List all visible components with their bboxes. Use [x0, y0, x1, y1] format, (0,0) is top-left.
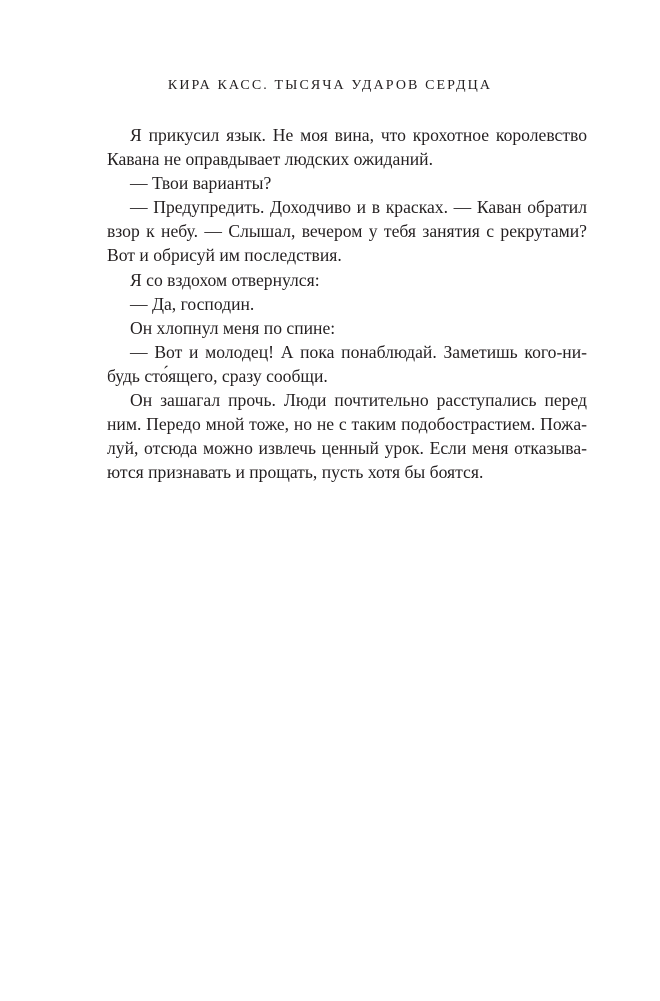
text-line: — Да, господин. [130, 293, 255, 314]
text-line: Вот и обрисуй им последствия. [107, 245, 342, 266]
text-line: — Предупредить. Доходчиво и в красках. — Каван обратил [130, 197, 587, 218]
text-line: будь сто́ящего, сразу сообщи. [107, 365, 328, 386]
text-line: Он зашагал прочь. Люди почтительно расступались перед [130, 390, 587, 411]
text-line: — Вот и молодец! А пока понаблюдай. Заметишь кого-ни- [130, 341, 587, 362]
text-line: Я прикусил язык. Не моя вина, что крохотное королевство [130, 125, 587, 145]
text-line: — Твои варианты? [130, 173, 272, 194]
text-line: Кавана не оправдывает людских ожиданий. [107, 149, 433, 170]
body-text [107, 123, 587, 484]
text-line: Он хлопнул меня по спине: [130, 317, 336, 338]
text-line: Я со вздохом отвернулся: [130, 269, 320, 290]
text-line: луй, отсюда можно извлечь ценный урок. Если меня отказыва- [107, 438, 587, 459]
text-line: ются признавать и прощать, пусть хотя бы боятся. [107, 462, 484, 483]
running-header: КИРА КАСС. ТЫСЯЧА УДАРОВ СЕРДЦА [167, 78, 493, 93]
text-line: взор к небу. — Слышал, вечером у тебя занятия с рекрутами? [107, 221, 587, 242]
text-line: ним. Передо мной тоже, но не с таким подобострастием. Пожа- [107, 414, 587, 435]
